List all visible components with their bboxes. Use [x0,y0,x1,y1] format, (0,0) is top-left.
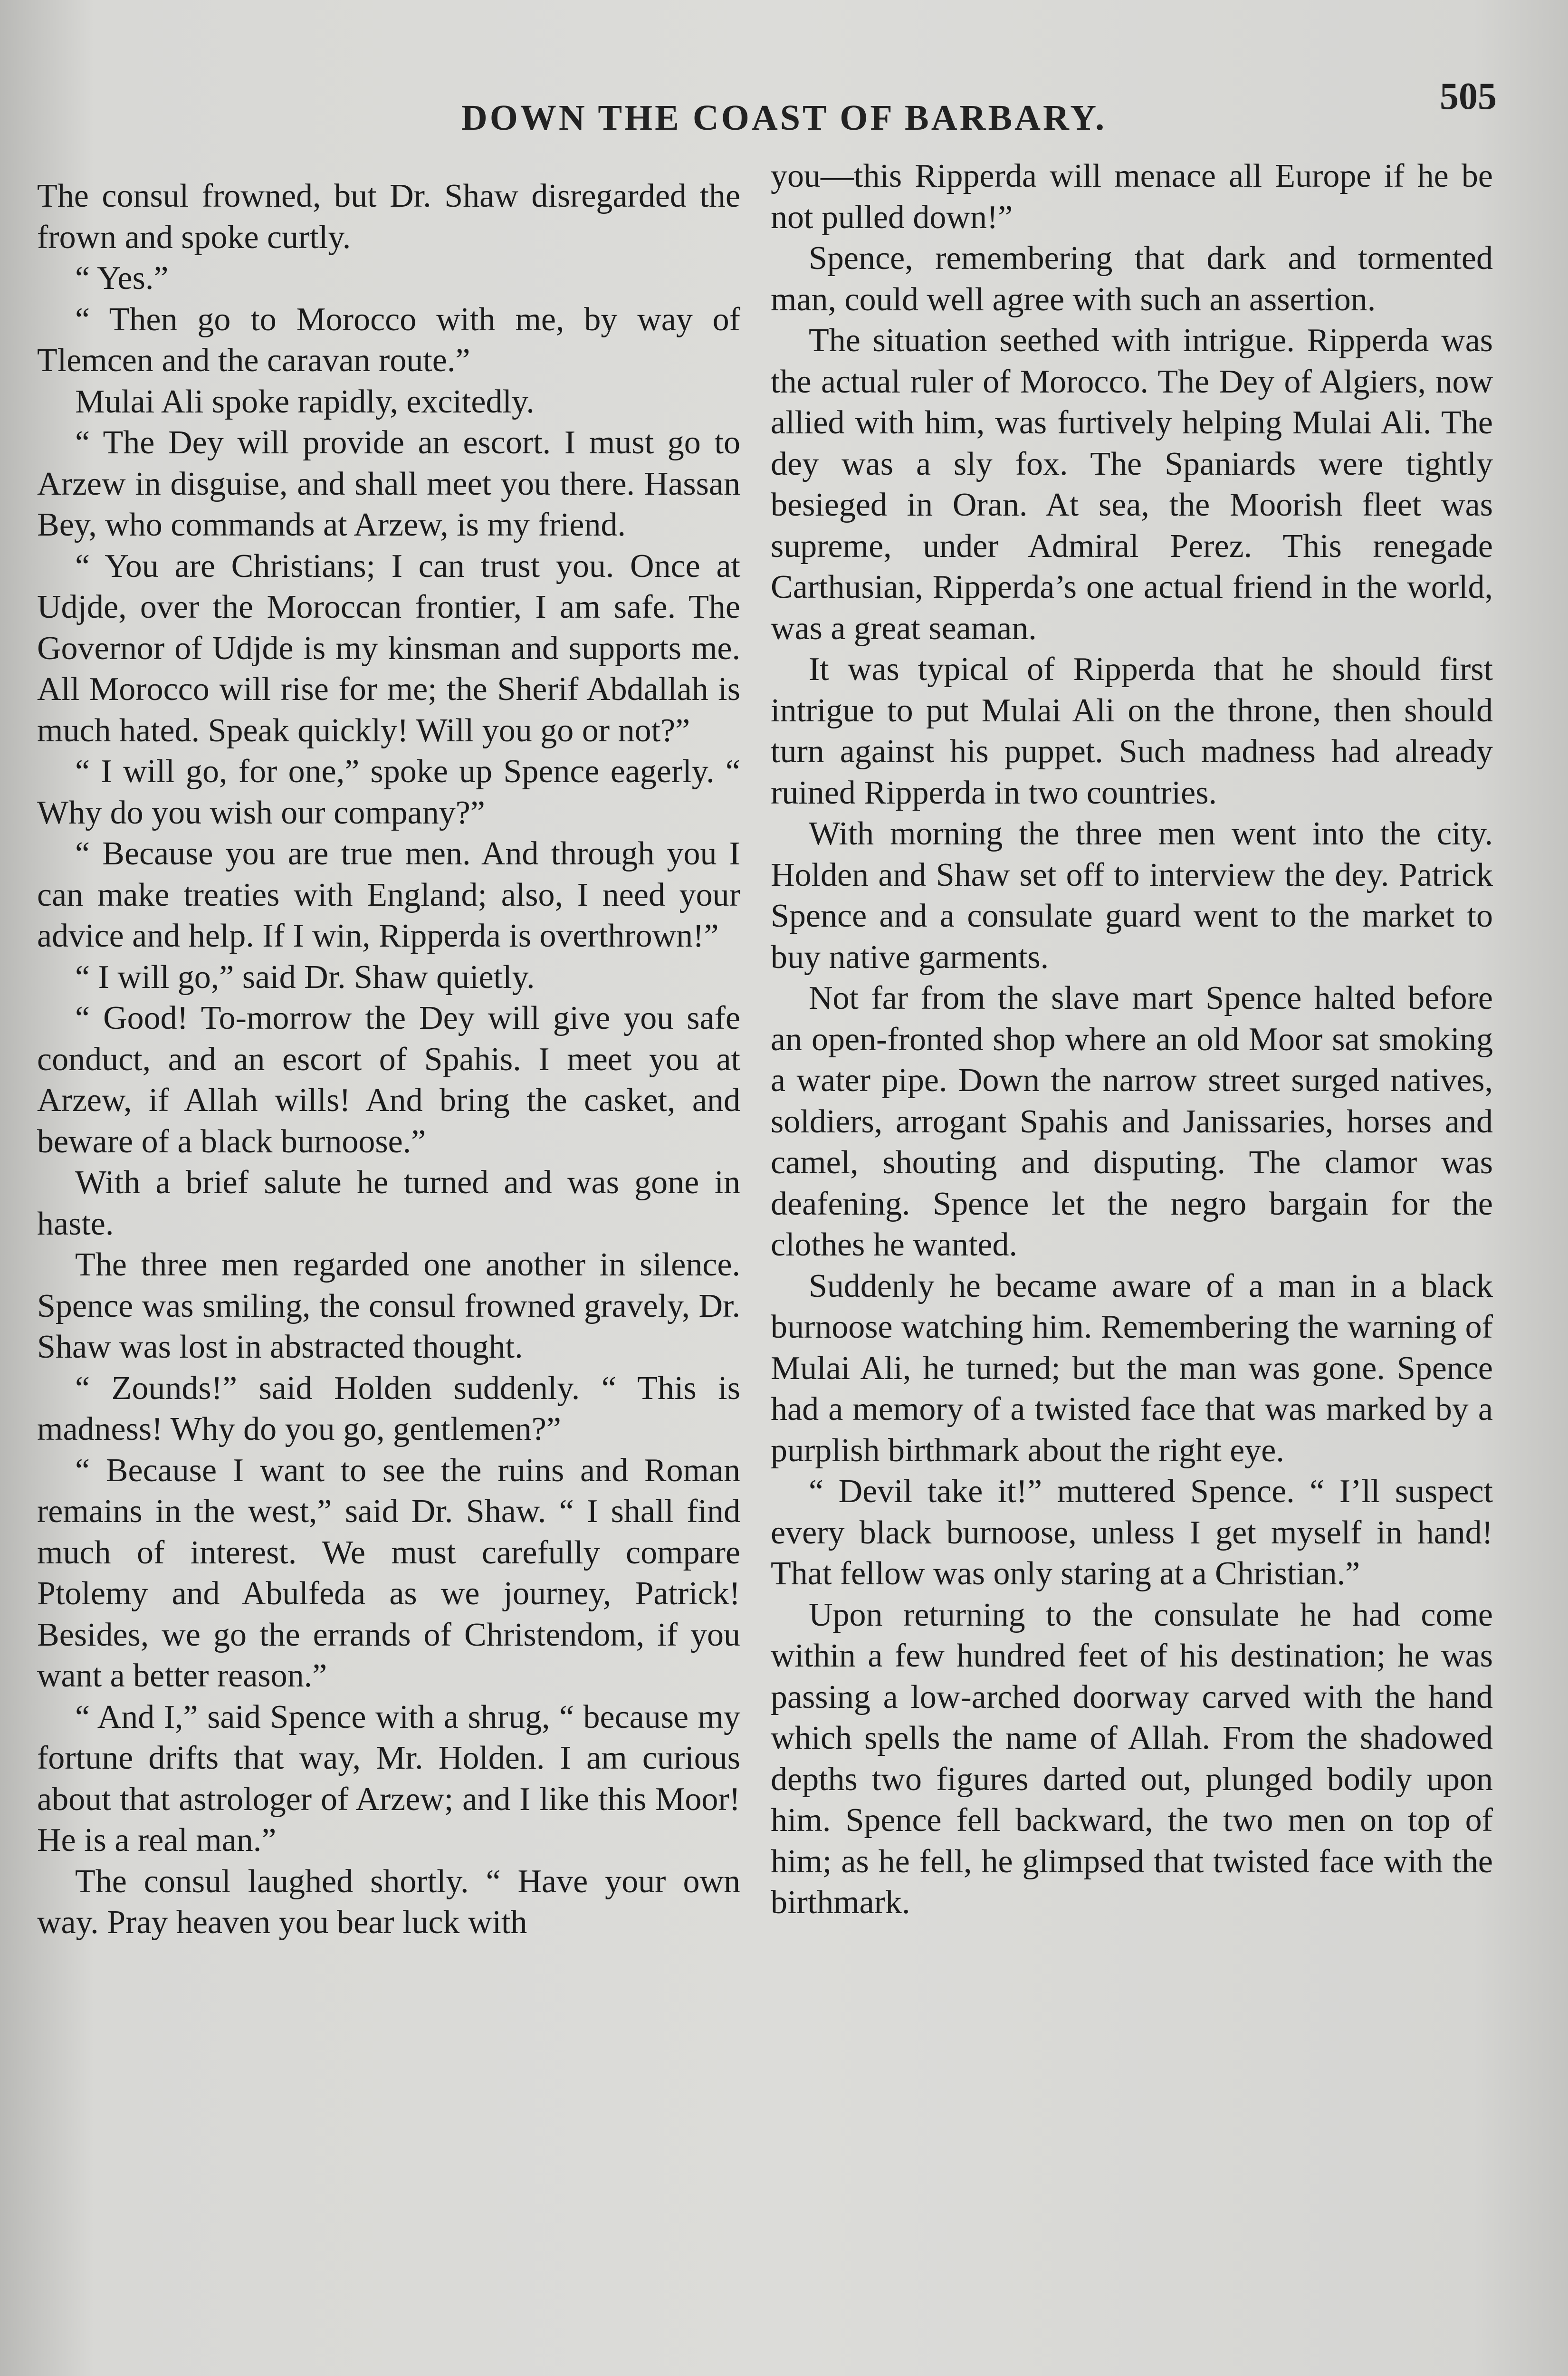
paragraph: “ Zounds!” said Holden suddenly. “ This is madness! Why do you go, gentlemen?” [37,1370,740,1447]
paragraph: “ The Dey will provide an escort. I must go to Arzew in disguise, and shall meet you there. Hassan Bey, who commands at Arzew, is my friend. [37,424,740,543]
paragraph: “ You are Christians; I can trust you. Once at Udjde, over the Moroccan frontier, I am safe. The Governor of Udjde is my kinsman and supports me. All Morocco will rise for me; the Sherif Abdallah is much hated. Speak quickly! Will you go or not?” [37,547,740,749]
paragraph: “ Devil take it!” muttered Spence. “ I’ll suspect every black burnoose, unless I get myself in hand! That fellow was only staring at a Christian.” [771,1473,1493,1592]
running-head: DOWN THE COAST OF BARBARY. [461,98,1107,138]
paragraph: Upon returning to the consulate he had come within a few hundred feet of his destination; he was passing a low-arched doorway carved with the hand which spells the name of Allah. From the shadowed depths two figures darted out, plunged bodily upon him. Spence fell backward, the two men on top of him; as he fell, he glimpsed that twisted face with the birthmark. [771,1596,1493,1921]
paragraph: With a brief salute he turned and was gone in haste. [37,1164,740,1242]
paragraph: Spence, remembering that dark and tormented man, could well agree with such an assertion. [771,240,1493,318]
paragraph: With morning the three men went into the city. Holden and Shaw set off to interview the dey. Patrick Spence and a consulate guard went to the market to buy native garments. [771,815,1493,976]
paragraph: The situation seethed with intrigue. Ripperda was the actual ruler of Morocco. The Dey of Algiers, now allied with him, was furtively helping Mulai Ali. The dey was a sly fox. The Spaniards were tightly besieged in Oran. At sea, the Moorish fleet was supreme, under Admiral Perez. This renegade Carthusian, Ripperda’s one actual friend in the world, was a great seaman. [771,322,1493,647]
paragraph: “ And I,” said Spence with a shrug, “ because my fortune drifts that way, Mr. Holden. I am curious about that astrologer of Arzew; and I like this Moor! He is a real man.” [37,1698,740,1859]
paragraph: “ Then go to Morocco with me, by way of Tlemcen and the caravan route.” [37,301,740,379]
paragraph: “ I will go, for one,” spoke up Spence eagerly. “ Why do you wish our company?” [37,753,740,831]
paragraph: It was typical of Ripperda that he should first intrigue to put Mulai Ali on the throne, then should turn against his puppet. Such madness had already ruined Ripperda in two countries. [771,651,1493,811]
page-number: 505 [1440,76,1497,117]
paragraph: Not far from the slave mart Spence halted before an open-fronted shop where an old Moor sat smoking a water pipe. Down the narrow street surged natives, soldiers, arrogant Spahis and Janissaries, horses and camel, shouting and disputing. The clamor was deafening. Spence let the negro bargain for the clothes he wanted. [771,980,1493,1263]
paragraph: “ Because you are true men. And through you I can make treaties with England; also, I need your advice and help. If I win, Ripperda is overthrown!” [37,835,740,954]
right-column [771,156,1493,1924]
paragraph: Mulai Ali spoke rapidly, excitedly. [75,383,535,420]
paragraph: “ I will go,” said Dr. Shaw quietly. [75,958,535,996]
left-column [37,176,740,1944]
paragraph: “ Because I want to see the ruins and Roman remains in the west,” said Dr. Shaw. “ I shall find much of interest. We must carefully compare Ptolemy and Abulfeda as we journey, Patrick! Besides, we go the errands of Christendom, if you want a better reason.” [37,1452,740,1694]
paragraph: The consul frowned, but Dr. Shaw disregarded the frown and spoke curtly. [37,178,740,256]
paragraph: The consul laughed shortly. “ Have your own way. Pray heaven you bear luck with [37,1863,740,1941]
paragraph: “ Yes.” [75,260,169,297]
paragraph: Suddenly he became aware of a man in a black burnoose watching him. Remembering the warning of Mulai Ali, he turned; but the man was gone. Spence had a memory of a twisted face that was marked by a purplish birthmark about the right eye. [771,1267,1493,1469]
paragraph: “ Good! To-morrow the Dey will give you safe conduct, and an escort of Spahis. I meet you at Arzew, if Allah wills! And bring the casket, and beware of a black burnoose.” [37,1000,740,1160]
paragraph-continuation: you—this Ripperda will menace all Europe if he be not pulled down!” [771,158,1493,236]
paragraph: The three men regarded one another in silence. Spence was smiling, the consul frowned gravely, Dr. Shaw was lost in abstracted thought. [37,1246,740,1365]
